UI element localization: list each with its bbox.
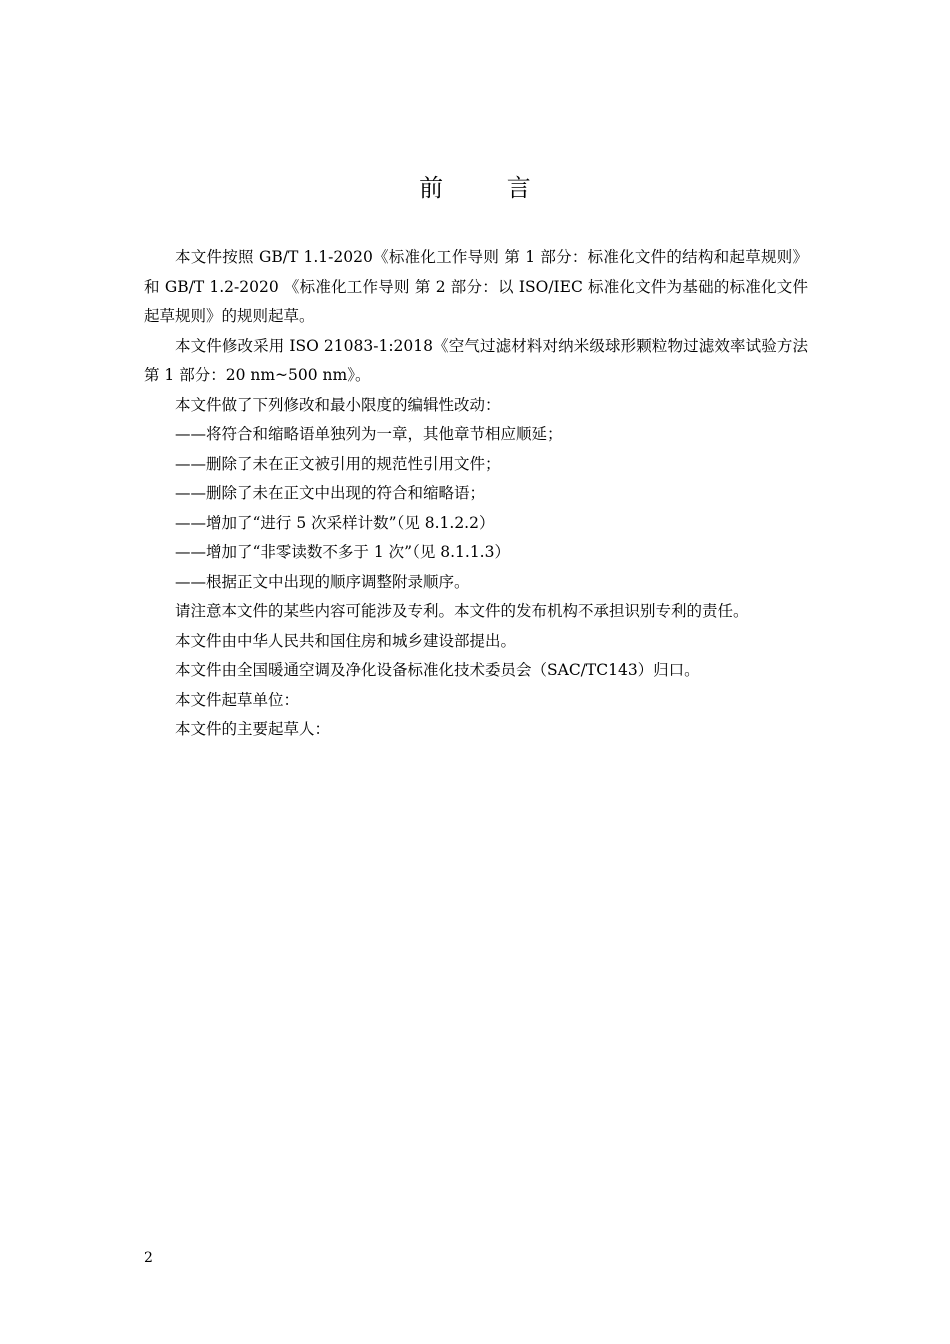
list-item-change: ——增加了“非零读数不多于 1 次”（见 8.1.1.3） [175, 543, 510, 561]
paragraph-drafting-units: 本文件起草单位： [175, 690, 300, 709]
list-item-change: ——删除了未在正文被引用的规范性引用文件； [175, 454, 501, 473]
paragraph-committee: 本文件由全国暖通空调及净化设备标准化技术委员会（SAC/TC143）归口。 [175, 661, 700, 679]
page-number: 2 [144, 1250, 153, 1266]
list-item-change: ——删除了未在正文中出现的符合和缩略语； [175, 484, 486, 502]
list-item-change: ——将符合和缩略语单独列为一章，其他章节相应顺延； [175, 425, 563, 443]
paragraph-adoption: 本文件修改采用 ISO 21083-1:2018《空气过滤材料对纳米级球形颗粒物过滤效率试验方法 第 1 部分：20 nm~500 nm》。 [144, 336, 808, 384]
list-item-change: ——根据正文中出现的顺序调整附录顺序。 [175, 572, 470, 591]
paragraph-patent-notice: 请注意本文件的某些内容可能涉及专利。本文件的发布机构不承担识别专利的责任。 [175, 602, 749, 620]
paragraph-drafting-rules: 本文件按照 GB/T 1.1-2020《标准化工作导则 第 1 部分：标准化文件的结构和起草规则》和 GB/T 1.2-2020 《标准化工作导则 第 2 部分：以 ISO/IEC 标准化文件为基础的标准化文件起草规则》的规则起草。 [144, 248, 808, 325]
list-item-change: ——增加了“进行 5 次采样计数”（见 8.1.2.2） [175, 513, 495, 532]
paragraph-proposer: 本文件由中华人民共和国住房和城乡建设部提出。 [175, 631, 517, 650]
document-body [144, 243, 808, 745]
paragraph-main-drafters: 本文件的主要起草人： [175, 720, 331, 738]
paragraph-changes-intro: 本文件做了下列修改和最小限度的编辑性改动： [175, 395, 501, 414]
page-title: 前 言 [419, 174, 559, 202]
